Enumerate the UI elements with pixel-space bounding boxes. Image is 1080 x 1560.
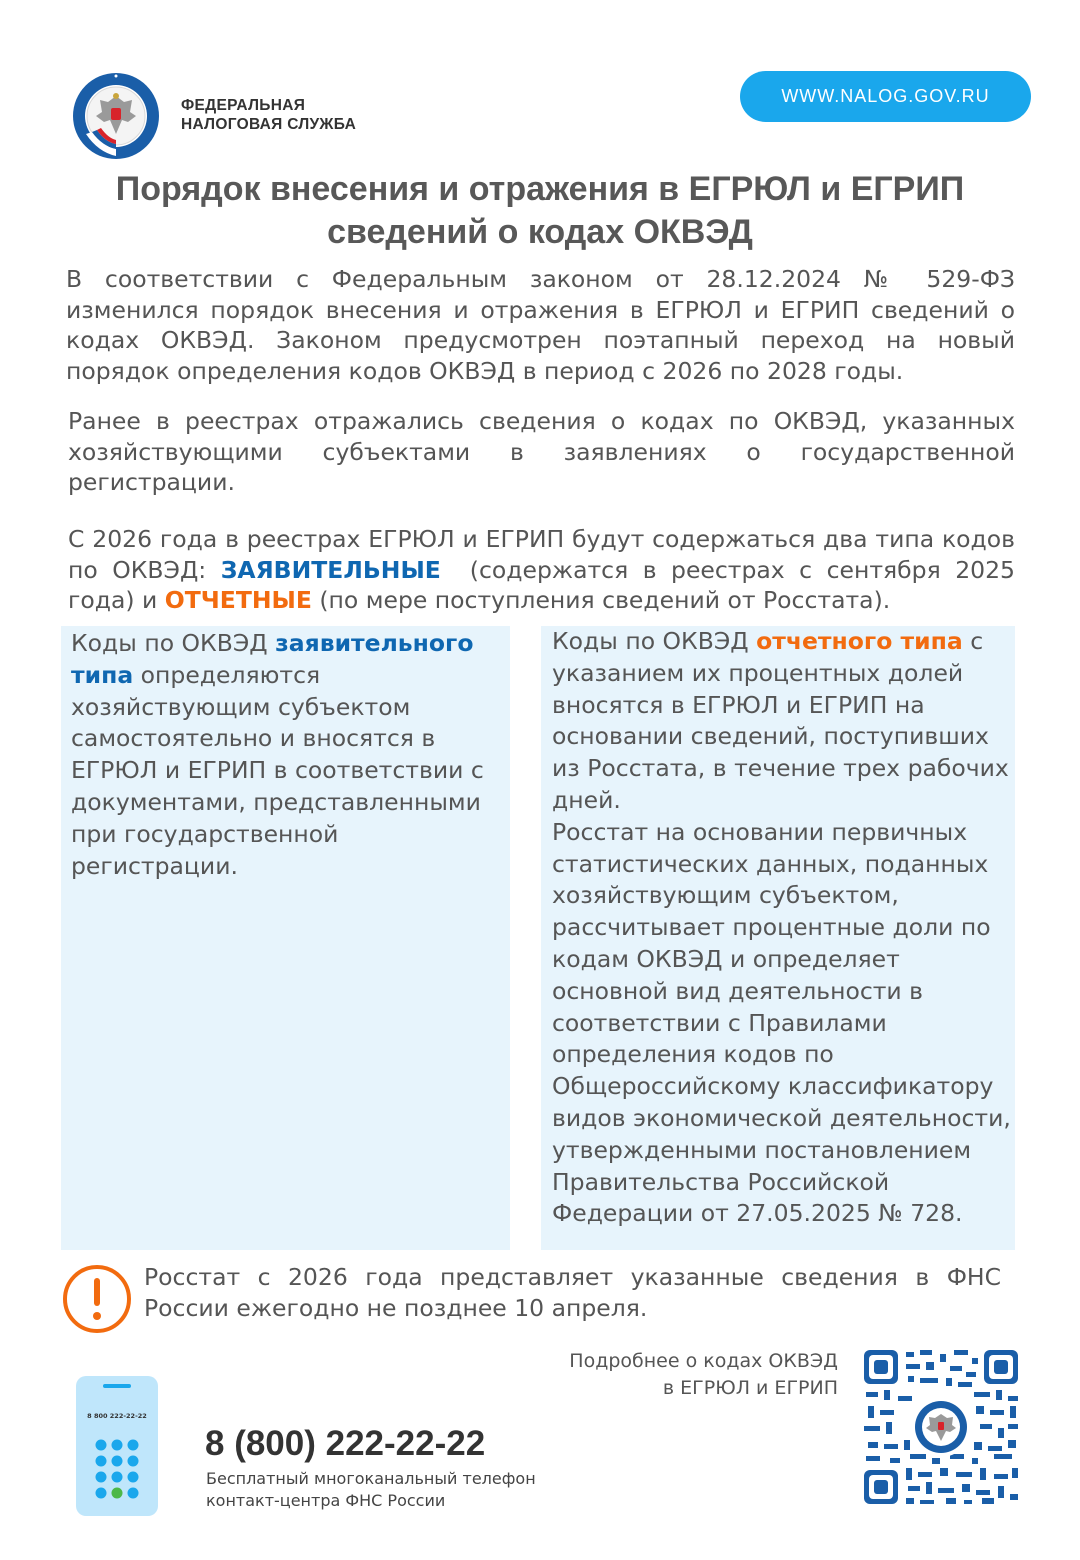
more-info-line1: Подробнее о кодах ОКВЭД	[569, 1350, 838, 1372]
page-title-line1: Порядок внесения и отражения в ЕГРЮЛ и ЕГРИП	[115, 170, 965, 208]
exclamation-icon	[62, 1264, 132, 1334]
intro-paragraph-3	[68, 524, 1023, 616]
intro-p3-text-a: С 2026 года в реестрах ЕГРЮЛ и ЕГРИП будут содержаться два типа кодов по ОКВЭД:	[68, 525, 1015, 584]
reported-codes-box	[541, 626, 1015, 1250]
phone-icon	[76, 1376, 158, 1516]
qr-code-icon[interactable]	[862, 1348, 1020, 1506]
fns-emblem-icon	[72, 72, 160, 160]
org-name	[181, 96, 356, 134]
hotline-description-line1: Бесплатный многоканальный телефон	[206, 1469, 536, 1488]
reported-codes-label: ОТЧЕТНЫЕ	[164, 586, 312, 614]
reported-type-highlight: отчетного типа	[756, 627, 963, 655]
declared-codes-box	[61, 626, 510, 1250]
hotline-description	[206, 1468, 536, 1512]
declared-codes-label: ЗАЯВИТЕЛЬНЫЕ	[220, 555, 441, 584]
rosstat-notice: Росстат с 2026 года представляет указанные сведения в ФНС России ежегодно не позднее 10 апреля.	[144, 1263, 1001, 1322]
hotline-phone-number[interactable]: 8 (800) 222-22-22	[205, 1424, 486, 1463]
intro-p3-text-c: (по мере поступления сведений от Росстата).	[311, 586, 891, 614]
declared-description: определяются хозяйствующим субъектом самостоятельно и вносятся в ЕГРЮЛ и ЕГРИП в соответствии с документами, представленными при государственной регистрации.	[71, 660, 484, 880]
reported-codes-text	[552, 626, 1012, 1230]
declared-codes-text	[71, 628, 507, 882]
page-title-line2: сведений о кодах ОКВЭД	[327, 213, 753, 251]
website-link-button[interactable]: WWW.NALOG.GOV.RU	[740, 71, 1031, 122]
page-title	[60, 168, 1020, 254]
intro-paragraph-1: В соответствии с Федеральным законом от 28.12.2024 № 529-ФЗ изменился порядок внесения и отражения в ЕГРЮЛ и ЕГРИП сведений о кодах ОКВЭД. Законом предусмотрен поэтапный переход на новый порядок определения кодов ОКВЭД в период с 2026 по 2028 годы.	[66, 265, 1015, 385]
declared-type-highlight: заявительного типа	[71, 629, 474, 689]
hotline-description-line2: контакт-центра ФНС России	[206, 1491, 446, 1510]
reported-prefix: Коды по ОКВЭД	[552, 627, 757, 655]
more-info-line2: в ЕГРЮЛ и ЕГРИП	[662, 1377, 838, 1399]
org-name-line1: ФЕДЕРАЛЬНАЯ	[181, 97, 306, 114]
phone-screen-number: 8 800 222-22-22	[87, 1412, 147, 1420]
declared-prefix: Коды по ОКВЭД	[71, 629, 276, 657]
reported-description: с указанием их процентных долей вносятся в ЕГРЮЛ и ЕГРИП на основании сведений, поступивших из Росстата, в течение трех рабочих дней.	[552, 627, 1009, 814]
org-name-line2: НАЛОГОВАЯ СЛУЖБА	[181, 116, 357, 133]
more-info-caption	[530, 1348, 838, 1402]
intro-p3-text-b: (содержатся в реестрах с сентября 2025 года) и	[68, 555, 1023, 614]
intro-paragraph-2: Ранее в реестрах отражались сведения о кодах по ОКВЭД, указанных хозяйствующими субъектами в заявлениях о государственной регистрации.	[68, 407, 1015, 496]
rosstat-description: Росстат на основании первичных статистических данных, поданных хозяйствующим субъектом, рассчитывает процентные доли по кодам ОКВЭД и определяет основной вид деятельности в соответствии с Правилами определения кодов по Общероссийскому классификатору видов экономической деятельности, утвержденными постановлением Правительства Российской Федерации от 27.05.2025 № 728.	[552, 817, 1011, 1228]
